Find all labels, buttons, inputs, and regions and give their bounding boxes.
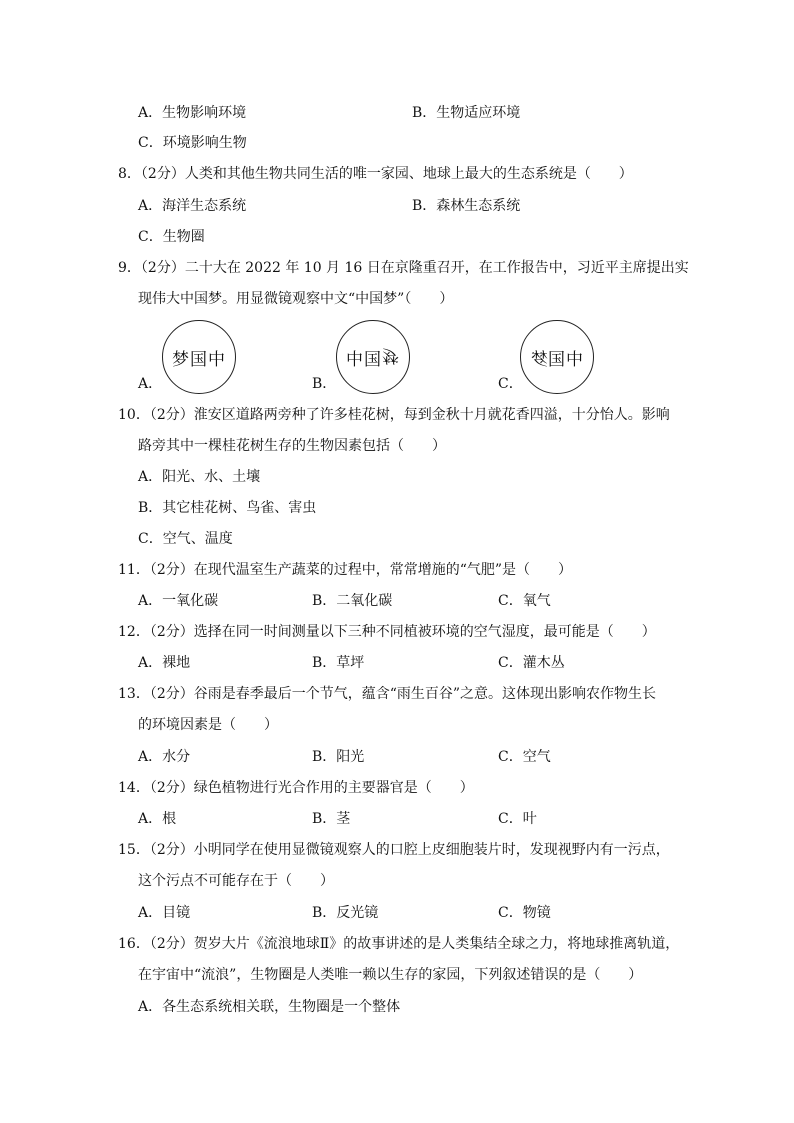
q9-image-b-text: 中国 bbox=[346, 349, 382, 370]
q13-option-c: C．空气 bbox=[498, 749, 551, 765]
q11-stem: 11．（2分）在现代温室生产蔬菜的过程中，常常增施的“气肥”是（ ） bbox=[118, 562, 573, 578]
q9-option-b: B． bbox=[312, 376, 337, 392]
q10-option-b: B．其它桂花树、鸟雀、害虫 bbox=[138, 500, 317, 516]
q9-option-c: C． bbox=[498, 376, 523, 392]
q10-option-c: C．空气、温度 bbox=[138, 531, 233, 547]
q15-option-c: C．物镜 bbox=[498, 905, 551, 921]
q9-image-c bbox=[520, 320, 594, 394]
q8-stem: 8．（2分）人类和其他生物共同生活的唯一家园、地球上最大的生态系统是（ ） bbox=[118, 166, 633, 182]
q16-stem-line2: 在宇宙中“流浪”，生物圈是人类唯一赖以生存的家园，下列叙述错误的是（ ） bbox=[138, 967, 643, 983]
q15-option-a: A．目镜 bbox=[138, 905, 191, 921]
q8-option-a: A．海洋生态系统 bbox=[138, 198, 247, 214]
q10-stem-line1: 10．（2分）淮安区道路两旁种了许多桂花树，每到金秋十月就花香四溢，十分怡人。影响 bbox=[118, 407, 670, 423]
q11-option-c: C．氧气 bbox=[498, 593, 551, 609]
q9-image-c-text: 国中 bbox=[548, 349, 584, 370]
q13-option-a: A．水分 bbox=[138, 749, 191, 765]
q9-option-a: A． bbox=[138, 376, 163, 392]
q10-stem-line2: 路旁其中一棵桂花树生存的生物因素包括（ ） bbox=[138, 438, 446, 454]
q15-stem-line2: 这个污点不可能存在于（ ） bbox=[138, 873, 334, 889]
q15-stem-line1: 15．（2分）小明同学在使用显微镜观察人的口腔上皮细胞装片时，发现视野内有一污点， bbox=[118, 842, 670, 858]
q12-option-b: B．草坪 bbox=[312, 655, 365, 671]
q9-stem-line1: 9．（2分）二十大在 2022 年 10 月 16 日在京隆重召开，在工作报告中，习近平主席提出实 bbox=[118, 260, 689, 276]
q9-stem-line2: 现伟大中国梦。用显微镜观察中文“中国梦”（ ） bbox=[138, 291, 454, 307]
q12-option-a: A．裸地 bbox=[138, 655, 191, 671]
q16-stem-line1: 16．（2分）贺岁大片《流浪地球Ⅱ》的故事讲述的是人类集结全球之力，将地球推离轨道， bbox=[118, 936, 680, 952]
q11-option-a: A．一氧化碳 bbox=[138, 593, 219, 609]
q7-option-b: B．生物适应环境 bbox=[412, 105, 521, 121]
q14-option-c: C．叶 bbox=[498, 811, 537, 827]
q8-option-b: B．森林生态系统 bbox=[412, 198, 521, 214]
q9-image-a bbox=[162, 320, 236, 394]
q13-stem-line2: 的环境因素是（ ） bbox=[138, 717, 278, 733]
q10-option-a: A．阳光、水、土壤 bbox=[138, 469, 261, 485]
q14-stem: 14．（2分）绿色植物进行光合作用的主要器官是（ ） bbox=[118, 780, 474, 796]
q9-image-c-flipped-char: 梦 bbox=[530, 349, 548, 370]
q9-image-b bbox=[336, 320, 410, 394]
q8-option-c: C．生物圈 bbox=[138, 229, 205, 245]
q13-stem-line1: 13．（2分）谷雨是春季最后一个节气，蕴含“雨生百谷”之意。这体现出影响农作物生长 bbox=[118, 686, 657, 702]
q12-option-c: C．灌木丛 bbox=[498, 655, 565, 671]
q13-option-b: B．阳光 bbox=[312, 749, 365, 765]
q9-image-a-text: 梦国中 bbox=[172, 349, 226, 370]
q14-option-b: B．茎 bbox=[312, 811, 351, 827]
q11-option-b: B．二氧化碳 bbox=[312, 593, 393, 609]
q7-option-c: C．环境影响生物 bbox=[138, 135, 247, 151]
q7-option-a: A．生物影响环境 bbox=[138, 105, 247, 121]
q16-option-a: A．各生态系统相关联，生物圈是一个整体 bbox=[138, 999, 401, 1015]
q12-stem: 12．（2分）选择在同一时间测量以下三种不同植被环境的空气湿度，最可能是（ ） bbox=[118, 624, 656, 640]
q9-image-b-flipped-char: 梦 bbox=[382, 344, 400, 365]
q14-option-a: A．根 bbox=[138, 811, 177, 827]
q15-option-b: B．反光镜 bbox=[312, 905, 379, 921]
